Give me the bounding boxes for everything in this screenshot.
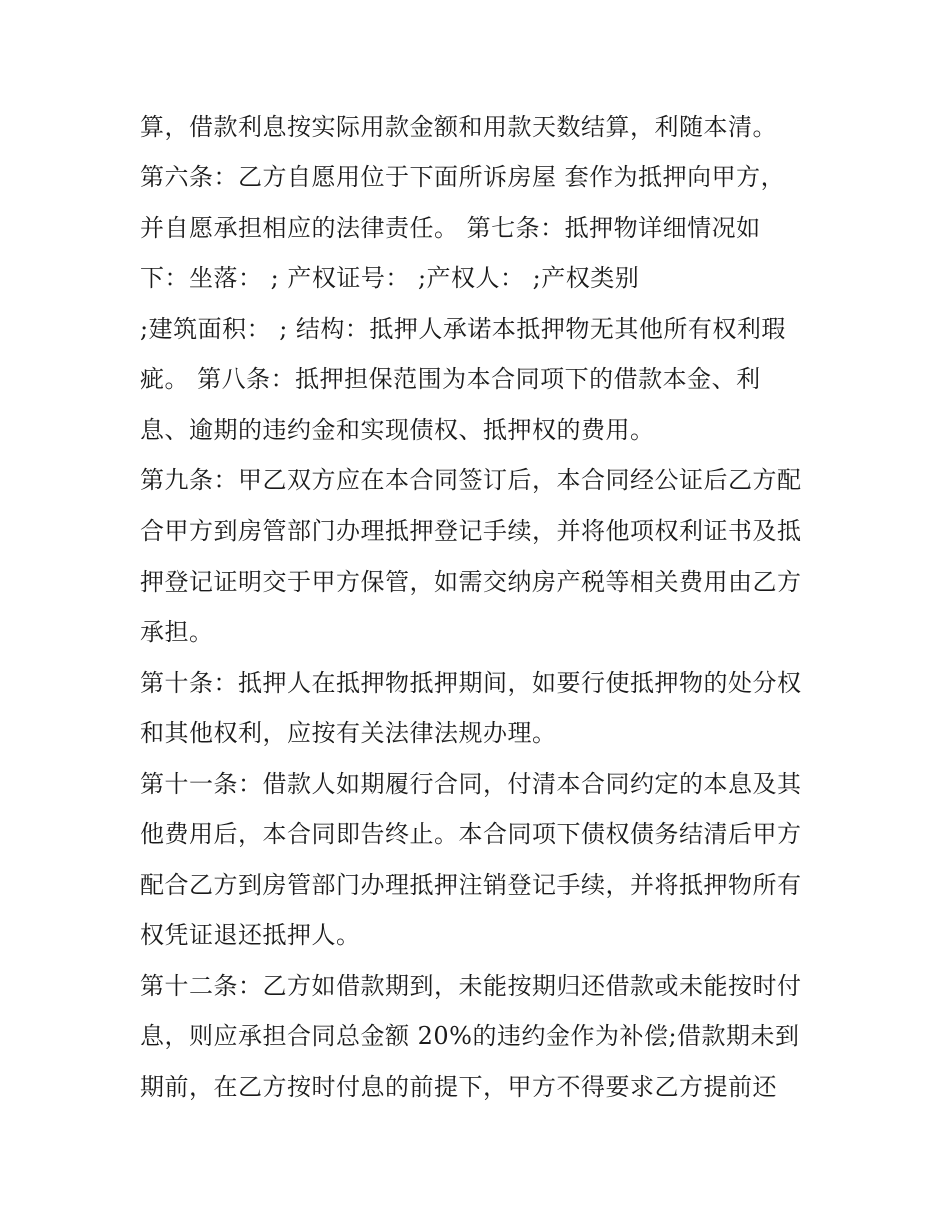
text-line: 承担。 — [140, 618, 214, 646]
text-line: ;建筑面积： ; 结构：抵押人承诺本抵押物无其他所有权利瑕 — [140, 315, 786, 343]
text-line: 疵。 第八条：抵押担保范围为本合同项下的借款本金、利 — [140, 365, 761, 393]
text-line: 权凭证退还抵押人。 — [140, 921, 361, 949]
text-line: 期前，在乙方按时付息的前提下，甲方不得要求乙方提前还 — [140, 1073, 777, 1101]
text-line: 下：坐落： ; 产权证号： ;产权人： ;产权类别 — [140, 264, 640, 292]
text-line: 第十二条：乙方如借款期到，未能按期归还借款或未能按时付 — [140, 972, 802, 1000]
text-line: 配合乙方到房管部门办理抵押注销登记手续，并将抵押物所有 — [140, 871, 802, 899]
text-line: 第六条：乙方自愿用位于下面所诉房屋 套作为抵押向甲方， — [140, 163, 786, 191]
text-line: 他费用后，本合同即告终止。本合同项下债权债务结清后甲方 — [140, 820, 802, 848]
text-line: 合甲方到房管部门办理抵押登记手续，并将他项权利证书及抵 — [140, 517, 802, 545]
text-line: 并自愿承担相应的法律责任。 第七条：抵押物详细情况如 — [140, 214, 761, 242]
text-line: 第九条：甲乙双方应在本合同签订后，本合同经公证后乙方配 — [140, 466, 802, 494]
text-line: 算，借款利息按实际用款金额和用款天数结算，利随本清。 — [140, 113, 777, 141]
text-line: 第十一条：借款人如期履行合同，付清本合同约定的本息及其 — [140, 770, 802, 798]
text-line: 息，则应承担合同总金额 20%的违约金作为补偿;借款期未到 — [140, 1022, 800, 1050]
text-line: 息、逾期的违约金和实现债权、抵押权的费用。 — [140, 416, 655, 444]
text-line: 押登记证明交于甲方保管，如需交纳房产税等相关费用由乙方 — [140, 568, 802, 596]
text-line: 和其他权利，应按有关法律法规办理。 — [140, 719, 557, 747]
text-line: 第十条：抵押人在抵押物抵押期间，如要行使抵押物的处分权 — [140, 669, 802, 697]
